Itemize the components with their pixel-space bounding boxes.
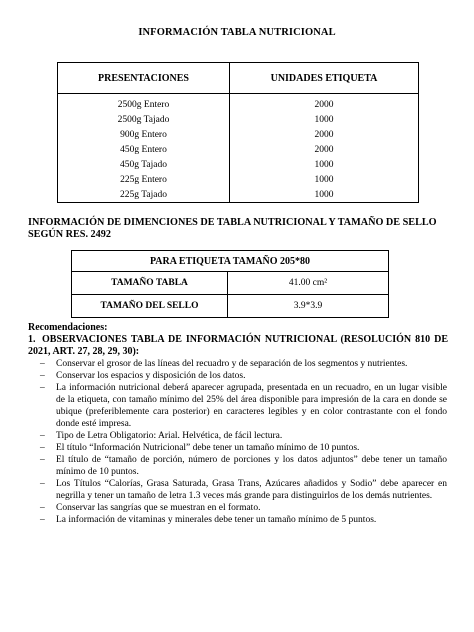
- table-row: [58, 172, 419, 187]
- list-item: [40, 442, 447, 454]
- dash-bullet: –: [40, 503, 45, 513]
- dash-bullet: –: [40, 383, 45, 393]
- presentation-cell: 225g Entero: [58, 172, 230, 187]
- presentation-cell: 2500g Entero: [58, 94, 230, 113]
- dash-bullet: –: [40, 431, 45, 441]
- presentations-table: [57, 62, 419, 203]
- presentation-cell: 900g Entero: [58, 127, 230, 142]
- table-header-row: [58, 63, 419, 94]
- presentation-cell: 450g Entero: [58, 142, 230, 157]
- dash-bullet: –: [40, 479, 45, 489]
- size-value-cell: 41.00 cm²: [228, 272, 389, 295]
- presentation-cell: 450g Tajado: [58, 157, 230, 172]
- units-cell: 2000: [230, 127, 419, 142]
- units-cell: 1000: [230, 187, 419, 203]
- dash-bullet: –: [40, 515, 45, 525]
- dimensions-section-title: INFORMACIÓN DE DIMENCIONES DE TABLA NUTRICIONAL Y TAMAÑO DE SELLO SEGÚN RES. 2492: [28, 217, 437, 240]
- list-item-text: La información nutricional deberá aparecer agrupada, presentada en un recuadro, en un lugar visible de la etiqueta, con tamaño mínimo del 25% del área disponible para impresión de la cara en donde se ubique (preferiblemente cara posterior) en caracteres legibles y en color contrastante con el fondo donde esté impresa.: [56, 383, 447, 429]
- list-item: [40, 454, 447, 478]
- list-item: [40, 358, 447, 370]
- table-header-row: [72, 251, 389, 272]
- header-unidades-etiqueta: UNIDADES ETIQUETA: [230, 63, 419, 94]
- table-row: [58, 142, 419, 157]
- label-size-table: [71, 250, 389, 318]
- list-item: [40, 382, 447, 430]
- recommendations-heading: Recomendaciones:: [28, 322, 108, 333]
- list-item-text: Conservar las sangrías que se muestran en el formato.: [56, 503, 261, 513]
- size-label-cell: TAMAÑO DEL SELLO: [72, 295, 228, 318]
- list-item: [40, 514, 447, 526]
- size-value-cell: 3.9*3.9: [228, 295, 389, 318]
- observations-title: [28, 334, 448, 358]
- dash-bullet: –: [40, 443, 45, 453]
- list-item: [40, 370, 447, 382]
- list-item: [40, 502, 447, 514]
- presentation-cell: 225g Tajado: [58, 187, 230, 203]
- list-item: [40, 430, 447, 442]
- dash-bullet: –: [40, 371, 45, 381]
- observation-number: 1.: [28, 334, 36, 345]
- list-item-text: La información de vitaminas y minerales debe tener un tamaño mínimo de 5 puntos.: [56, 515, 377, 525]
- table-row: [58, 94, 419, 113]
- label-size-header: PARA ETIQUETA TAMAÑO 205*80: [72, 251, 389, 272]
- units-cell: 2000: [230, 94, 419, 113]
- document-title: INFORMACIÓN TABLA NUTRICIONAL: [138, 27, 336, 38]
- table-row: [58, 127, 419, 142]
- list-item-text: El título de “tamaño de porción, número de porciones y los datos adjuntos” debe tener un tamaño mínimo de 10 puntos.: [56, 455, 447, 477]
- table-row: [72, 295, 389, 318]
- table-row: [72, 272, 389, 295]
- units-cell: 1000: [230, 112, 419, 127]
- table-row: [58, 112, 419, 127]
- size-label-cell: TAMAÑO TABLA: [72, 272, 228, 295]
- list-item-text: Los Títulos “Calorías, Grasa Saturada, Grasa Trans, Azúcares añadidos y Sodio” debe aparecer en negrilla y tener un tamaño de letra 1.3 veces más grande para distinguirlos de los demás nutrientes.: [56, 479, 447, 501]
- list-item: [40, 478, 447, 502]
- observation-title-text: OBSERVACIONES TABLA DE INFORMACIÓN NUTRICIONAL (RESOLUCIÓN 810 DE 2021, ART. 27, 28, 29, 30):: [28, 334, 448, 357]
- list-item-text: Conservar los espacios y disposición de los datos.: [56, 371, 246, 381]
- units-cell: 2000: [230, 142, 419, 157]
- list-item-text: El título “Información Nutricional” debe tener un tamaño mínimo de 10 puntos.: [56, 443, 360, 453]
- presentation-cell: 2500g Tajado: [58, 112, 230, 127]
- header-presentaciones: PRESENTACIONES: [58, 63, 230, 94]
- units-cell: 1000: [230, 172, 419, 187]
- dash-bullet: –: [40, 455, 45, 465]
- dash-bullet: –: [40, 359, 45, 369]
- list-item-text: Conservar el grosor de las líneas del recuadro y de separación de los segmentos y nutrientes.: [56, 359, 408, 369]
- recommendations-list: [40, 358, 447, 526]
- list-item-text: Tipo de Letra Obligatorio: Arial. Helvética, de fácil lectura.: [56, 431, 283, 441]
- units-cell: 1000: [230, 157, 419, 172]
- table-row: [58, 187, 419, 203]
- table-row: [58, 157, 419, 172]
